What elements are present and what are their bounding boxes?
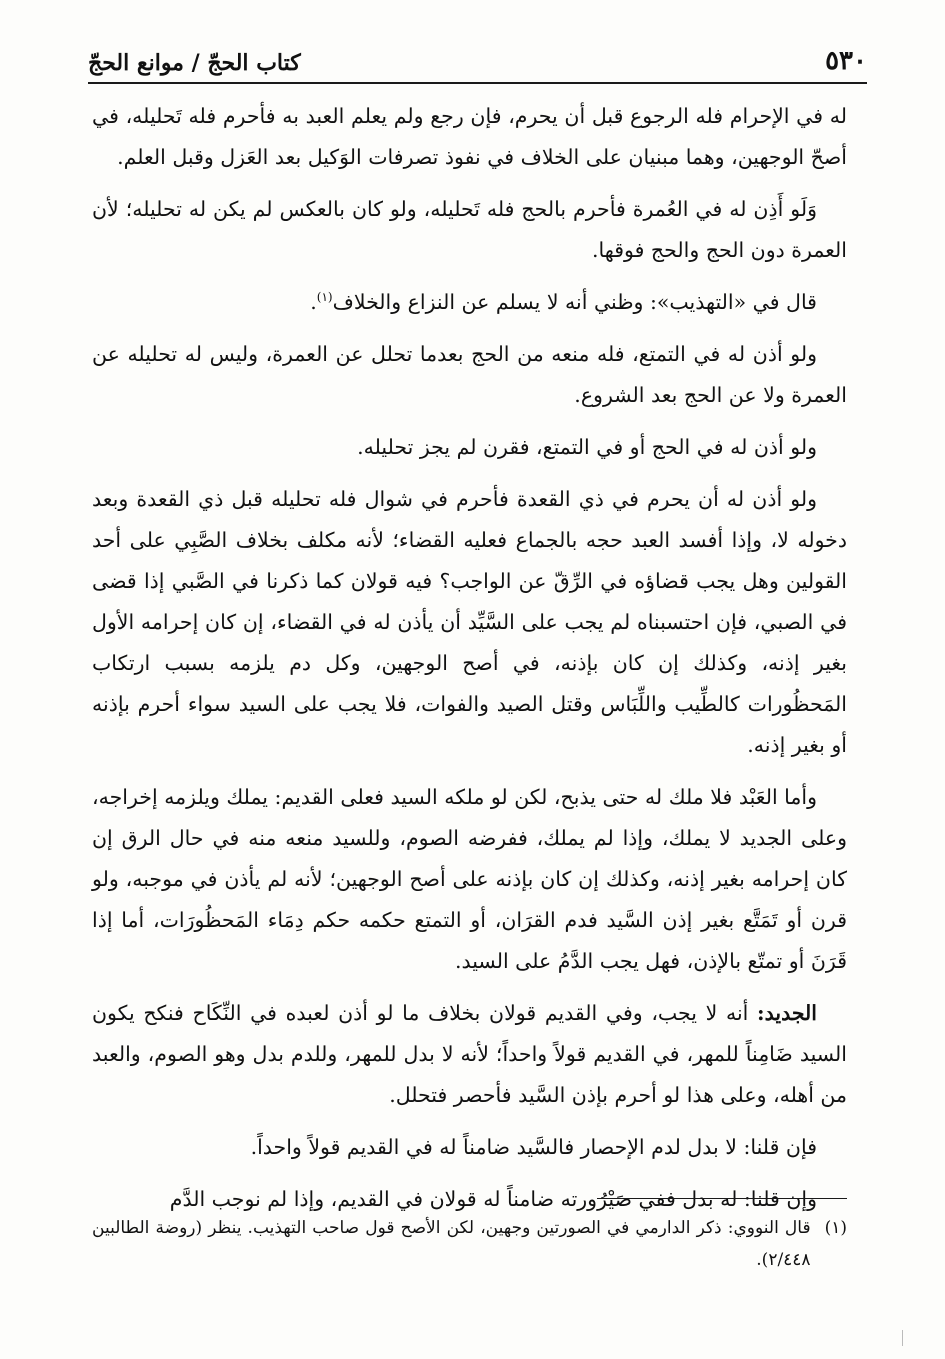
paragraph-text: أنه لا يجب، وفي القديم قولان بخلاف ما لو أذن لعبده في النِّكَاح فنكح يكون السيد ضَامِناً للمهر، في القديم قولاً واحداً؛ لأنه لا بدل للمهر، وللدم بدل وهو الصوم، والعبد من أهله، وعلى هذا لو أحرم بإذن السَّيد فأحصر فتحلل.: [92, 1001, 847, 1107]
running-header: [88, 32, 867, 84]
footnote-text: قال النووي: ذكر الدارمي في الصورتين وجهين، لكن الأصح قول صاحب التهذيب. ينظر (روضة الطالبين ٢/٤٤٨).: [92, 1218, 811, 1270]
paragraph-text: قال في «التهذيب»: وظني أنه لا يسلم عن النزاع والخلاف: [332, 290, 817, 314]
page-number: ٥٣٠: [825, 46, 867, 76]
body-text: [92, 96, 847, 1231]
paragraph-1: [92, 96, 847, 178]
footnote-item: [92, 1212, 847, 1276]
footnote-marker: (١): [824, 1218, 847, 1238]
paragraph-4: [92, 334, 847, 416]
paragraph-9: [92, 1127, 847, 1168]
paragraph-text: وأما العَبْد فلا ملك له حتى يذبح، لكن لو ملكه السيد فعلى القديم: يملك ويلزمه إخراجه، وعلى الجديد لا يملك، وإذا لم يملك، ففرضه الصوم، وللسيد منعه منه في حال الرق إن كان إحرامه بغير إذنه، وكذلك إن كان بإذنه على أصح الوجهين؛ لأنه لم يأذن في موجبه، ولو قرن أو تَمَتَّع بغير إذن السَّيد فدم القرَان، أو التمتع حكمه حكم دِمَاء المَحظُورَات، أما إذا قَرَنَ أو تمتّع بالإذن، فهل يجب الدَّمُ على السيد.: [92, 785, 847, 973]
paragraph-7: [92, 777, 847, 982]
footnotes: [92, 1212, 847, 1276]
paragraph-5: [92, 427, 847, 468]
footnote-separator: [597, 1198, 847, 1199]
bold-lead-term: الجديد:: [757, 1001, 817, 1025]
paragraph-text: وَلَو أَذِن له في العُمرة فأحرم بالحج فله تَحليله، ولو كان بالعكس لم يكن له تحليله؛ لأن العمرة دون الحج والحج فوقها.: [92, 197, 847, 262]
header-title: كتاب الحجّ / موانع الحجّ: [88, 50, 301, 76]
footnote-reference: (١): [316, 290, 333, 305]
scan-edge-mark: [902, 1330, 903, 1346]
paragraph-6: [92, 479, 847, 766]
paragraph-text: ولو أذن له في الحج أو في التمتع، فقرن لم يجز تحليله.: [357, 435, 817, 459]
paragraph-8: [92, 993, 847, 1116]
paragraph-text: وإن قلنا: له بدل ففي صَيْرُورته ضامناً له قولان في القديم، وإذا لم نوجب الدَّم: [169, 1187, 817, 1211]
paragraph-text: له في الإحرام فله الرجوع قبل أن يحرم، فإن رجع ولم يعلم العبد به فأحرم فله تَحليله، في أصحّ الوجهين، وهما مبنيان على الخلاف في نفوذ تصرفات الوَكيل بعد العَزل وقبل العلم.: [92, 104, 847, 169]
paragraph-text: فإن قلنا: لا بدل لدم الإحصار فالسَّيد ضامناً له في القديم قولاً واحداً.: [250, 1135, 817, 1159]
paragraph-text: ولو أذن له في التمتع، فله منعه من الحج بعدما تحلل عن العمرة، وليس له تحليله عن العمرة ولا عن الحج بعد الشروع.: [92, 342, 847, 407]
paragraph-text: ولو أذن له أن يحرم في ذي القعدة فأحرم في شوال فله تحليله قبل ذي القعدة وبعد دخوله لا، وإذا أفسد العبد حجه بالجماع فعليه القضاء؛ لأنه مكلف بخلاف الصَّبِي على أحد القولين وهل يجب قضاؤه في الرِّقّ عن الواجب؟ فيه قولان كما ذكرنا في الصَّبي إذا قضى في الصبي، فإن احتسبناه لم يجب على السَّيِّد أن يأذن له في القضاء، إن كان إحرامه الأول بغير إذنه، وكذلك إن كان بإذنه، في أصح الوجهين، وكل دم يلزمه بسبب ارتكاب المَحظُورات كالطِّيب واللِّبَاس وقتل الصيد والفوات، فلا يجب على السيد سواء أحرم بإذنه أو بغير إذنه.: [92, 487, 847, 757]
paragraph-3: قال في «التهذيب»: وظني أنه لا يسلم عن النزاع والخلاف$^{(١)}$.: [310, 290, 817, 314]
paragraph-2: [92, 189, 847, 271]
